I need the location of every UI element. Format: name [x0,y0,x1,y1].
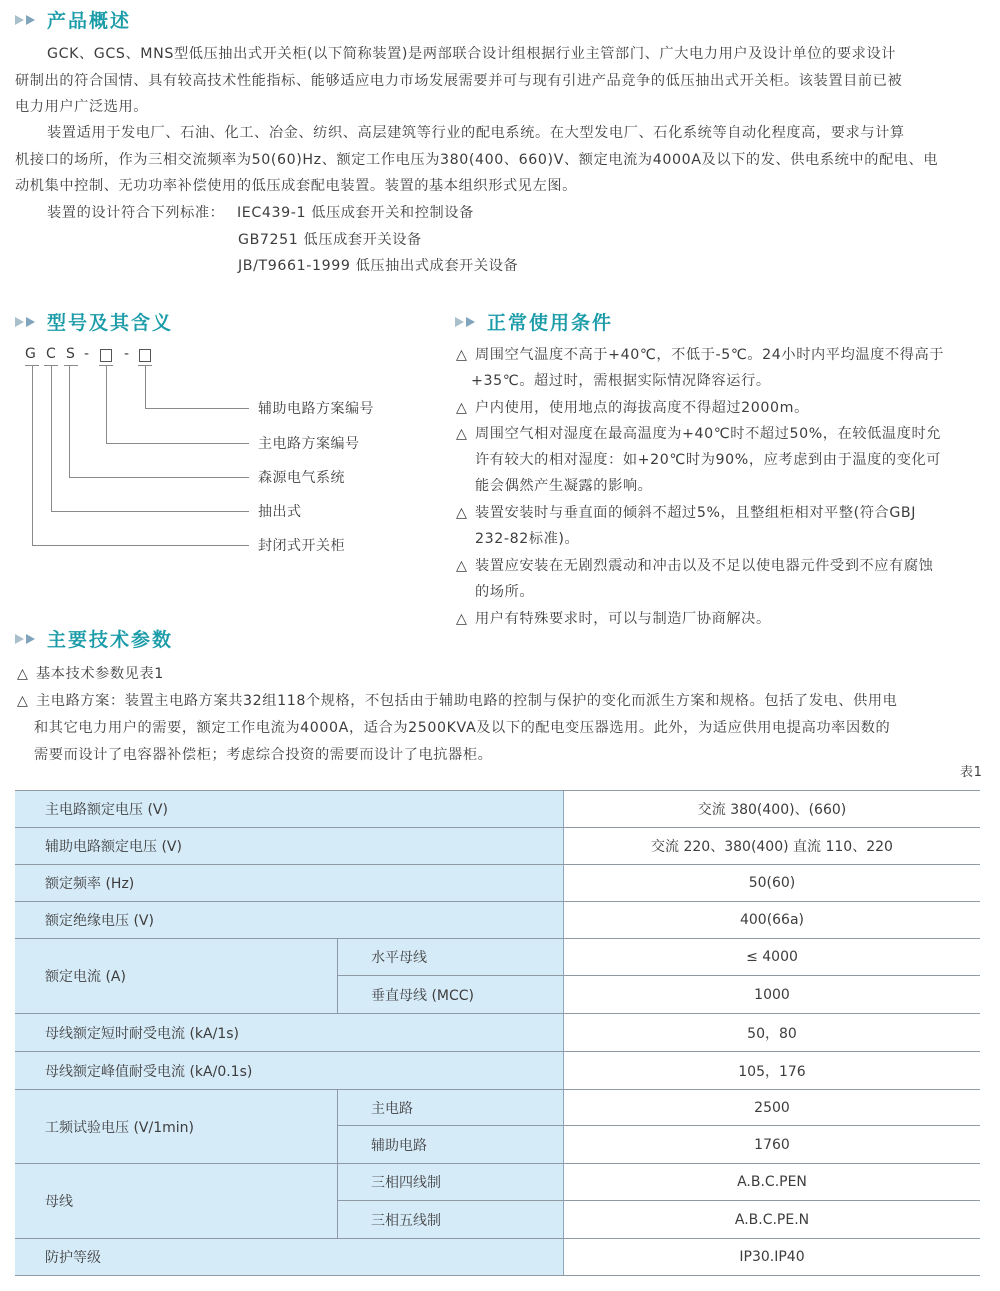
row-value: 交流 380(400)、(660) [563,791,980,827]
double-arrow-icon [15,634,37,644]
overview-para2-line1: 装置适用于发电厂、石油、化工、冶金、纺织、高层建筑等行业的配电系统。在大型发电厂、石化系统等自动化程度高，要求与计算 [47,125,905,141]
sub-label: 三相四线制 [337,1164,563,1201]
condition-item-cont: +35℃。超过时，需根据实际情况降容运行。 [471,373,771,389]
section-heading-params [15,625,173,652]
standard-item: IEC439-1 低压成套开关和控制设备 [237,205,474,221]
model-label: 抽出式 [258,504,302,520]
double-arrow-icon [15,317,37,327]
placeholder-box-icon [139,349,151,362]
sub-label: 三相五线制 [337,1201,563,1238]
sub-label: 辅助电路 [337,1126,563,1163]
condition-item: 用户有特殊要求时，可以与制造厂协商解决。 [475,611,771,627]
triangle-bullet-icon: △ [456,558,468,574]
table-row-group [15,939,980,1014]
row-value: 400(66a) [563,902,980,938]
params-item-cont: 和其它电力用户的需要，额定工作电流为4000A，适合为2500KVA及以下的配电变压器选用。此外，为适应供用电提高功率因数的 [34,720,891,736]
row-value: 50(60) [563,865,980,901]
triangle-bullet-icon: △ [456,611,468,627]
model-label: 森源电气系统 [258,470,345,486]
heading-text: 主要技术参数 [47,629,174,651]
table-row-group [15,1164,980,1239]
sub-label: 垂直母线 (MCC) [337,976,563,1013]
table-row [15,828,980,865]
section-heading-model [15,308,173,335]
connector-line [51,366,52,511]
table-row [15,1052,980,1090]
code-char-s: S [66,346,75,362]
heading-text: 正常使用条件 [487,312,614,334]
connector-line [145,366,146,408]
underline [64,365,78,366]
condition-item-cont: 许有较大的相对湿度：如+20℃时为90%，应考虑到由于温度的变化可 [475,452,942,468]
model-label: 封闭式开关柜 [258,538,345,554]
condition-item: 装置安装时与垂直面的倾斜不超过5%，且整组柜相对平整(符合GBJ [475,505,917,521]
model-label: 主电路方案编号 [258,436,360,452]
heading-text: 产品概述 [47,10,132,32]
condition-item-cont: 能会偶然产生凝露的影响。 [475,478,653,494]
code-char-dash: - [84,346,90,362]
connector-line [32,366,33,545]
row-label: 主电路额定电压 (V) [15,791,563,827]
condition-item-cont: 的场所。 [475,584,535,600]
table-row [15,865,980,902]
condition-item: 周围空气相对湿度在最高温度为+40℃时不超过50%，在较低温度时允 [475,426,942,442]
table-row [15,1239,980,1276]
params-item-cont: 需要而设计了电容器补偿柜；考虑综合投资的需要而设计了电抗器柜。 [34,747,493,763]
section-heading-conditions [455,308,613,335]
row-value: A.B.C.PE.N [563,1201,980,1238]
triangle-bullet-icon: △ [456,505,468,521]
double-arrow-icon [455,317,477,327]
sub-label: 主电路 [337,1090,563,1126]
standards-intro: 装置的设计符合下列标准： [47,205,225,221]
overview-para2-line2: 机接口的场所，作为三相交流频率为50(60)Hz、额定工作电压为380(400、660)V、额定电流为4000A及以下的发、供电系统中的配电、电 [15,152,939,168]
table-row [15,791,980,828]
triangle-bullet-icon: △ [456,426,468,442]
heading-text: 型号及其含义 [47,312,174,334]
row-label: 母线额定短时耐受电流 (kA/1s) [15,1014,563,1051]
connector-line [32,545,249,546]
standard-item: GB7251 低压成套开关设备 [238,232,422,248]
table-row [15,902,980,939]
model-label: 辅助电路方案编号 [258,401,374,417]
connector-line [69,366,70,477]
params-item: 基本技术参数见表1 [36,666,164,682]
code-char-dash: - [124,346,130,362]
triangle-bullet-icon: △ [17,666,29,682]
row-value: A.B.C.PEN [563,1164,980,1201]
overview-para1-line3: 电力用户广泛选用。 [15,99,149,115]
connector-line [69,477,249,478]
row-label: 防护等级 [15,1239,563,1275]
row-value: 1000 [563,976,980,1013]
triangle-bullet-icon: △ [456,347,468,363]
condition-item: 周围空气温度不高于+40℃，不低于-5℃。24小时内平均温度不得高于 [475,347,945,363]
row-value: 50，80 [563,1014,980,1051]
connector-line [106,443,249,444]
connector-line [51,511,249,512]
connector-line [145,408,249,409]
row-label: 母线额定峰值耐受电流 (kA/0.1s) [15,1052,563,1089]
row-label: 辅助电路额定电压 (V) [15,828,563,864]
overview-para1-line2: 研制出的符合国情、具有较高技术性能指标、能够适应电力市场发展需要并可与现有引进产品竞争的低压抽出式开关柜。该装置目前已被 [15,73,903,89]
overview-para1-line1: GCK、GCS、MNS型低压抽出式开关柜(以下简称装置)是两部联合设计组根据行业主管部门、广大电力用户及设计单位的要求设计 [47,46,897,62]
condition-item: 装置应安装在无剧烈震动和冲击以及不足以使电器元件受到不应有腐蚀 [475,558,934,574]
row-value: 105，176 [563,1052,980,1089]
row-label: 额定电流 (A) [15,939,337,1013]
condition-item-cont: 232-82标准)。 [475,531,580,547]
standard-item: JB/T9661-1999 低压抽出式成套开关设备 [238,258,519,274]
section-heading-overview [15,6,131,33]
table-caption: 表1 [960,765,983,780]
triangle-bullet-icon: △ [17,693,29,709]
row-value: 2500 [563,1090,980,1126]
code-char-g: G [25,346,36,362]
table-row [15,1014,980,1052]
overview-para2-line3: 动机集中控制、无功功率补偿使用的低压成套配电装置。装置的基本组织形式见左图。 [15,178,577,194]
connector-line [106,366,107,443]
table-row-group [15,1090,980,1164]
row-label: 母线 [15,1164,337,1238]
double-arrow-icon [15,15,37,25]
row-label: 工频试验电压 (V/1min) [15,1090,337,1163]
row-value: 交流 220、380(400) 直流 110、220 [563,828,980,864]
placeholder-box-icon [100,349,112,362]
triangle-bullet-icon: △ [456,400,468,416]
row-value: IP30.IP40 [563,1239,980,1275]
code-char-c: C [46,346,56,362]
condition-item: 户内使用，使用地点的海拔高度不得超过2000m。 [475,400,809,416]
params-item: 主电路方案：装置主电路方案共32组118个规格，不包括由于辅助电路的控制与保护的变化而派生方案和规格。包括了发电、供用电 [36,693,898,709]
sub-label: 水平母线 [337,939,563,976]
row-value: ≤ 4000 [563,939,980,976]
row-label: 额定绝缘电压 (V) [15,902,563,938]
row-value: 1760 [563,1126,980,1163]
row-label: 额定频率 (Hz) [15,865,563,901]
